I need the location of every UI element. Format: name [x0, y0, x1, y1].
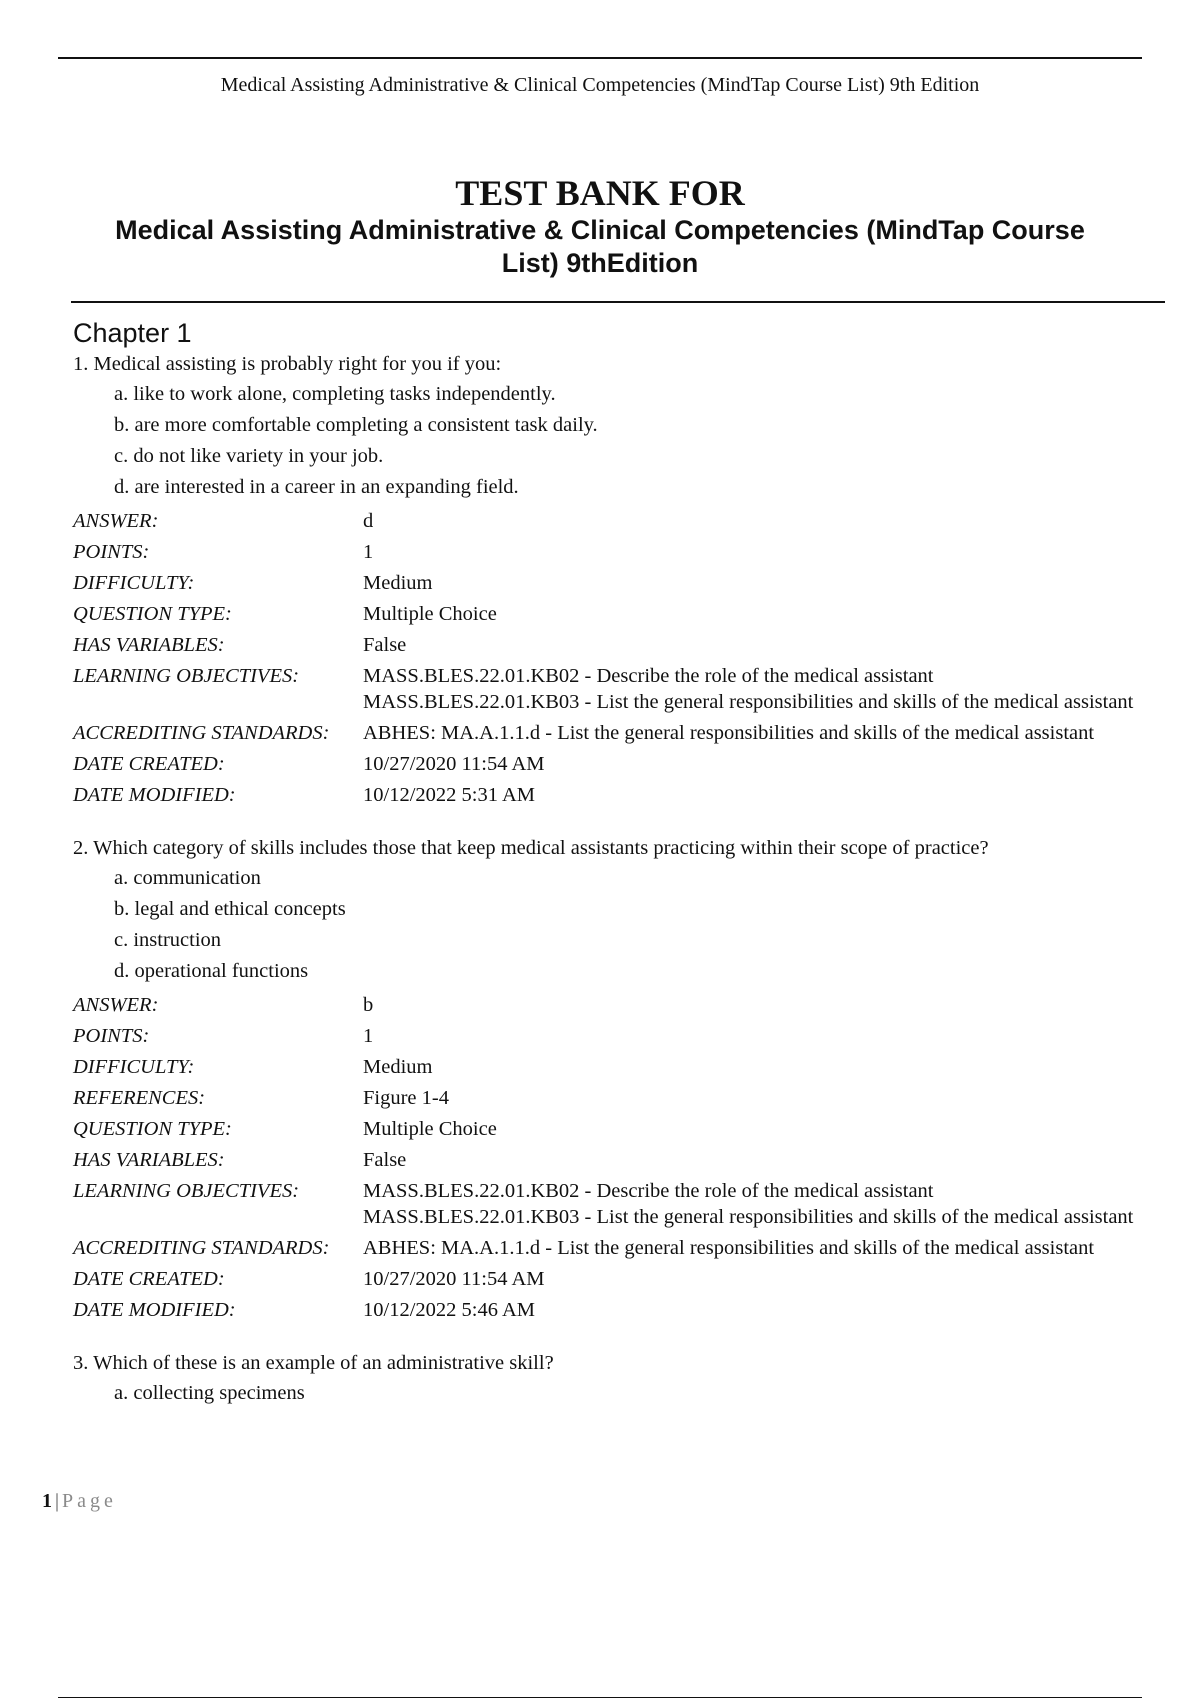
title-rule — [71, 301, 1165, 303]
meta-value: 1 — [363, 1025, 374, 1047]
meta-value: Medium — [363, 1056, 433, 1078]
meta-date-created — [73, 1266, 1173, 1292]
question-stem: 3. Which of these is an example of an administrative skill? — [73, 1352, 554, 1374]
meta-key: ACCREDITING STANDARDS: — [73, 722, 330, 744]
meta-value: ABHES: MA.A.1.1.d - List the general responsibilities and skills of the medical assistant — [363, 1237, 1095, 1259]
choice-a: a. like to work alone, completing tasks independently. — [114, 383, 556, 405]
learning-objective: MASS.BLES.22.01.KB03 - List the general responsibilities and skills of the medical assistant — [363, 1206, 1134, 1228]
meta-key: LEARNING OBJECTIVES: — [73, 1180, 300, 1202]
page-label: Page — [62, 1490, 117, 1512]
meta-points — [73, 1023, 1173, 1049]
choice-a: a. communication — [114, 867, 261, 889]
meta-question-type — [73, 601, 1173, 627]
choice-c: c. do not like variety in your job. — [114, 445, 384, 467]
meta-key: DATE MODIFIED: — [73, 784, 236, 806]
meta-value: 10/27/2020 11:54 AM — [363, 753, 545, 775]
question-3 — [73, 1349, 1173, 1409]
meta-key: QUESTION TYPE: — [73, 603, 232, 625]
choice-d: d. operational functions — [114, 960, 309, 982]
meta-value: Multiple Choice — [363, 603, 497, 625]
meta-key: REFERENCES: — [73, 1087, 206, 1109]
meta-key: DIFFICULTY: — [73, 572, 195, 594]
learning-objective: MASS.BLES.22.01.KB02 - Describe the role of the medical assistant — [363, 665, 934, 687]
question-2 — [73, 834, 1173, 1323]
question-stem: 1. Medical assisting is probably right for you if you: — [73, 353, 502, 375]
meta-key: HAS VARIABLES: — [73, 1149, 225, 1171]
page-number: 1 — [42, 1490, 52, 1512]
running-header: Medical Assisting Administrative & Clinical Competencies (MindTap Course List) 9th Edition — [220, 74, 980, 96]
meta-has-variables — [73, 1147, 1173, 1173]
meta-value: ABHES: MA.A.1.1.d - List the general responsibilities and skills of the medical assistant — [363, 722, 1095, 744]
bottom-rule — [58, 1697, 1142, 1698]
meta-date-created — [73, 751, 1173, 777]
meta-learning-objectives — [73, 1178, 1173, 1230]
choice-c: c. instruction — [114, 929, 222, 951]
meta-value: 1 — [363, 541, 374, 563]
meta-value — [363, 1178, 1173, 1230]
document-title: TEST BANK FOR — [455, 173, 745, 213]
choice-b: b. legal and ethical concepts — [114, 898, 346, 920]
meta-key: DIFFICULTY: — [73, 1056, 195, 1078]
choice-b: b. are more comfortable completing a consistent task daily. — [114, 414, 598, 436]
chapter-heading: Chapter 1 — [73, 318, 192, 348]
meta-value: Medium — [363, 572, 433, 594]
page-separator: | — [55, 1490, 60, 1512]
choice-a: a. collecting specimens — [114, 1382, 305, 1404]
header-rule — [58, 57, 1142, 59]
meta-value: Figure 1-4 — [363, 1087, 449, 1109]
subtitle-line-1: Medical Assisting Administrative & Clinical Competencies (MindTap Course — [115, 215, 1085, 245]
meta-key: LEARNING OBJECTIVES: — [73, 665, 300, 687]
meta-value: 10/12/2022 5:46 AM — [363, 1299, 535, 1321]
meta-date-modified — [73, 1297, 1173, 1323]
question-stem: 2. Which category of skills includes those that keep medical assistants practicing within their scope of practice? — [73, 837, 989, 859]
meta-key: ANSWER: — [73, 994, 159, 1016]
meta-learning-objectives — [73, 663, 1173, 715]
question-1 — [73, 350, 1173, 808]
meta-value: Multiple Choice — [363, 1118, 497, 1140]
meta-key: DATE MODIFIED: — [73, 1299, 236, 1321]
meta-value — [363, 663, 1173, 715]
meta-date-modified — [73, 782, 1173, 808]
meta-key: POINTS: — [73, 541, 150, 563]
meta-value: 10/12/2022 5:31 AM — [363, 784, 535, 806]
meta-points — [73, 539, 1173, 565]
learning-objective: MASS.BLES.22.01.KB02 - Describe the role of the medical assistant — [363, 1180, 934, 1202]
meta-references — [73, 1085, 1173, 1111]
meta-has-variables — [73, 632, 1173, 658]
meta-value: d — [363, 510, 374, 532]
meta-key: POINTS: — [73, 1025, 150, 1047]
meta-accrediting-standards — [73, 1235, 1173, 1261]
test-bank-content — [73, 316, 1173, 1435]
choice-d: d. are interested in a career in an expanding field. — [114, 476, 519, 498]
meta-answer — [73, 992, 1173, 1018]
meta-key: DATE CREATED: — [73, 753, 225, 775]
meta-value: b — [363, 994, 374, 1016]
meta-value: False — [363, 1149, 407, 1171]
meta-key: DATE CREATED: — [73, 1268, 225, 1290]
meta-answer — [73, 508, 1173, 534]
meta-difficulty — [73, 1054, 1173, 1080]
meta-key: QUESTION TYPE: — [73, 1118, 232, 1140]
meta-key: ACCREDITING STANDARDS: — [73, 1237, 330, 1259]
meta-value: 10/27/2020 11:54 AM — [363, 1268, 545, 1290]
page-footer — [42, 1490, 117, 1513]
meta-value: False — [363, 634, 407, 656]
document-subtitle — [80, 214, 1120, 280]
meta-key: ANSWER: — [73, 510, 159, 532]
meta-key: HAS VARIABLES: — [73, 634, 225, 656]
meta-difficulty — [73, 570, 1173, 596]
meta-question-type — [73, 1116, 1173, 1142]
subtitle-line-2: List) 9thEdition — [501, 248, 699, 278]
learning-objective: MASS.BLES.22.01.KB03 - List the general responsibilities and skills of the medical assistant — [363, 691, 1134, 713]
meta-accrediting-standards — [73, 720, 1173, 746]
